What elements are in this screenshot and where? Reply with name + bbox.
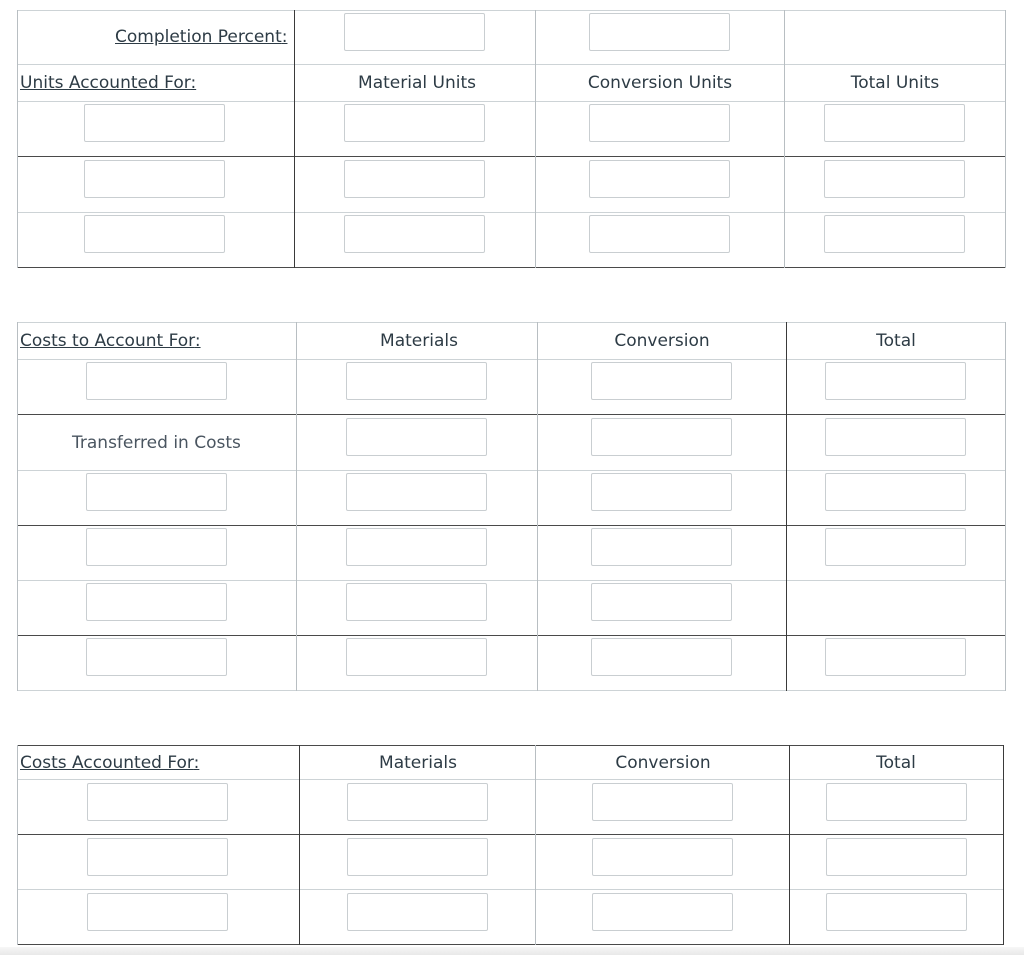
costs-row-2-materials-input[interactable] bbox=[346, 418, 487, 456]
completion-material-input[interactable] bbox=[344, 13, 485, 51]
column-divider bbox=[789, 745, 790, 945]
costs-row-1-total-input[interactable] bbox=[825, 362, 966, 400]
row-divider bbox=[17, 779, 1004, 780]
accounted-row-1-conversion-input[interactable] bbox=[592, 783, 733, 821]
table-border bbox=[17, 944, 1004, 945]
conversion-header: Conversion bbox=[614, 331, 710, 351]
accounted-row-2-materials-input[interactable] bbox=[347, 838, 488, 876]
total-units-header: Total Units bbox=[850, 73, 940, 93]
table-border bbox=[17, 322, 18, 691]
row-divider bbox=[17, 101, 1006, 102]
costs-row-5-label-input[interactable] bbox=[86, 583, 227, 621]
costs-row-4-total-input[interactable] bbox=[825, 528, 966, 566]
row-divider bbox=[17, 889, 1004, 890]
accounted-row-1-materials-input[interactable] bbox=[347, 783, 488, 821]
costs-row-3-conversion-input[interactable] bbox=[591, 473, 732, 511]
materials-header: Materials bbox=[379, 753, 457, 773]
costs-row-5-conversion-input[interactable] bbox=[591, 583, 732, 621]
costs-row-6-label-input[interactable] bbox=[86, 638, 227, 676]
accounted-row-1-label-input[interactable] bbox=[87, 783, 228, 821]
costs-accounted-for-label: Costs Accounted For: bbox=[20, 753, 200, 773]
row-divider bbox=[17, 525, 1006, 526]
units-row-2-label-input[interactable] bbox=[84, 160, 225, 198]
costs-row-3-total-input[interactable] bbox=[825, 473, 966, 511]
costs-row-1-conversion-input[interactable] bbox=[591, 362, 732, 400]
units-row-1-conversion-input[interactable] bbox=[589, 104, 730, 142]
column-divider bbox=[535, 10, 536, 268]
row-divider bbox=[17, 212, 1006, 213]
accounted-row-3-conversion-input[interactable] bbox=[592, 893, 733, 931]
table-border bbox=[17, 10, 18, 268]
units-row-3-total-input[interactable] bbox=[824, 215, 965, 253]
units-row-3-material-input[interactable] bbox=[344, 215, 485, 253]
table-border bbox=[17, 745, 1004, 746]
materials-header: Materials bbox=[380, 331, 458, 351]
conversion-units-header: Conversion Units bbox=[587, 73, 733, 93]
accounted-row-2-total-input[interactable] bbox=[826, 838, 967, 876]
table-border bbox=[17, 690, 1006, 691]
page-bottom-shadow bbox=[0, 947, 1024, 955]
column-divider bbox=[784, 10, 785, 268]
costs-row-6-total-input[interactable] bbox=[825, 638, 966, 676]
column-divider bbox=[786, 322, 787, 691]
column-divider bbox=[296, 322, 297, 691]
costs-row-4-label-input[interactable] bbox=[86, 528, 227, 566]
total-header: Total bbox=[876, 753, 916, 773]
costs-row-3-label-input[interactable] bbox=[86, 473, 227, 511]
units-row-1-label-input[interactable] bbox=[84, 104, 225, 142]
table-border bbox=[1003, 745, 1004, 945]
accounted-row-3-materials-input[interactable] bbox=[347, 893, 488, 931]
table-border bbox=[17, 745, 18, 945]
costs-row-6-conversion-input[interactable] bbox=[591, 638, 732, 676]
costs-to-account-for-label: Costs to Account For: bbox=[20, 331, 201, 351]
row-divider bbox=[17, 414, 1006, 415]
conversion-header: Conversion bbox=[615, 753, 711, 773]
units-row-1-material-input[interactable] bbox=[344, 104, 485, 142]
accounted-row-3-label-input[interactable] bbox=[87, 893, 228, 931]
accounted-row-1-total-input[interactable] bbox=[826, 783, 967, 821]
costs-row-1-materials-input[interactable] bbox=[346, 362, 487, 400]
column-divider bbox=[535, 745, 536, 945]
costs-row-5-materials-input[interactable] bbox=[346, 583, 487, 621]
row-divider bbox=[17, 834, 1004, 835]
total-header: Total bbox=[876, 331, 916, 351]
accounted-row-2-conversion-input[interactable] bbox=[592, 838, 733, 876]
table-border bbox=[17, 322, 1006, 323]
transferred-in-costs-label: Transferred in Costs bbox=[72, 433, 241, 453]
costs-row-4-materials-input[interactable] bbox=[346, 528, 487, 566]
completion-percent-label: Completion Percent: bbox=[115, 27, 288, 47]
costs-row-2-total-input[interactable] bbox=[825, 418, 966, 456]
units-accounted-for-label: Units Accounted For: bbox=[20, 73, 197, 93]
table-border bbox=[1005, 322, 1006, 691]
units-row-2-total-input[interactable] bbox=[824, 160, 965, 198]
table-border bbox=[17, 10, 1006, 11]
costs-row-1-label-input[interactable] bbox=[86, 362, 227, 400]
column-divider bbox=[299, 745, 300, 945]
costs-row-2-conversion-input[interactable] bbox=[591, 418, 732, 456]
row-divider bbox=[17, 64, 1006, 65]
row-divider bbox=[17, 580, 1006, 581]
row-divider bbox=[17, 635, 1006, 636]
material-units-header: Material Units bbox=[358, 73, 476, 93]
table-border bbox=[1005, 10, 1006, 268]
units-row-1-total-input[interactable] bbox=[824, 104, 965, 142]
table-border bbox=[17, 267, 1006, 268]
units-row-2-material-input[interactable] bbox=[344, 160, 485, 198]
units-row-2-conversion-input[interactable] bbox=[589, 160, 730, 198]
accounted-row-2-label-input[interactable] bbox=[87, 838, 228, 876]
accounted-row-3-total-input[interactable] bbox=[826, 893, 967, 931]
column-divider bbox=[537, 322, 538, 691]
costs-row-3-materials-input[interactable] bbox=[346, 473, 487, 511]
costs-row-4-conversion-input[interactable] bbox=[591, 528, 732, 566]
row-divider bbox=[17, 470, 1006, 471]
units-row-3-label-input[interactable] bbox=[84, 215, 225, 253]
completion-conversion-input[interactable] bbox=[589, 13, 730, 51]
units-row-3-conversion-input[interactable] bbox=[589, 215, 730, 253]
row-divider bbox=[17, 359, 1006, 360]
row-divider bbox=[17, 156, 1006, 157]
costs-row-6-materials-input[interactable] bbox=[346, 638, 487, 676]
column-divider bbox=[294, 10, 295, 268]
